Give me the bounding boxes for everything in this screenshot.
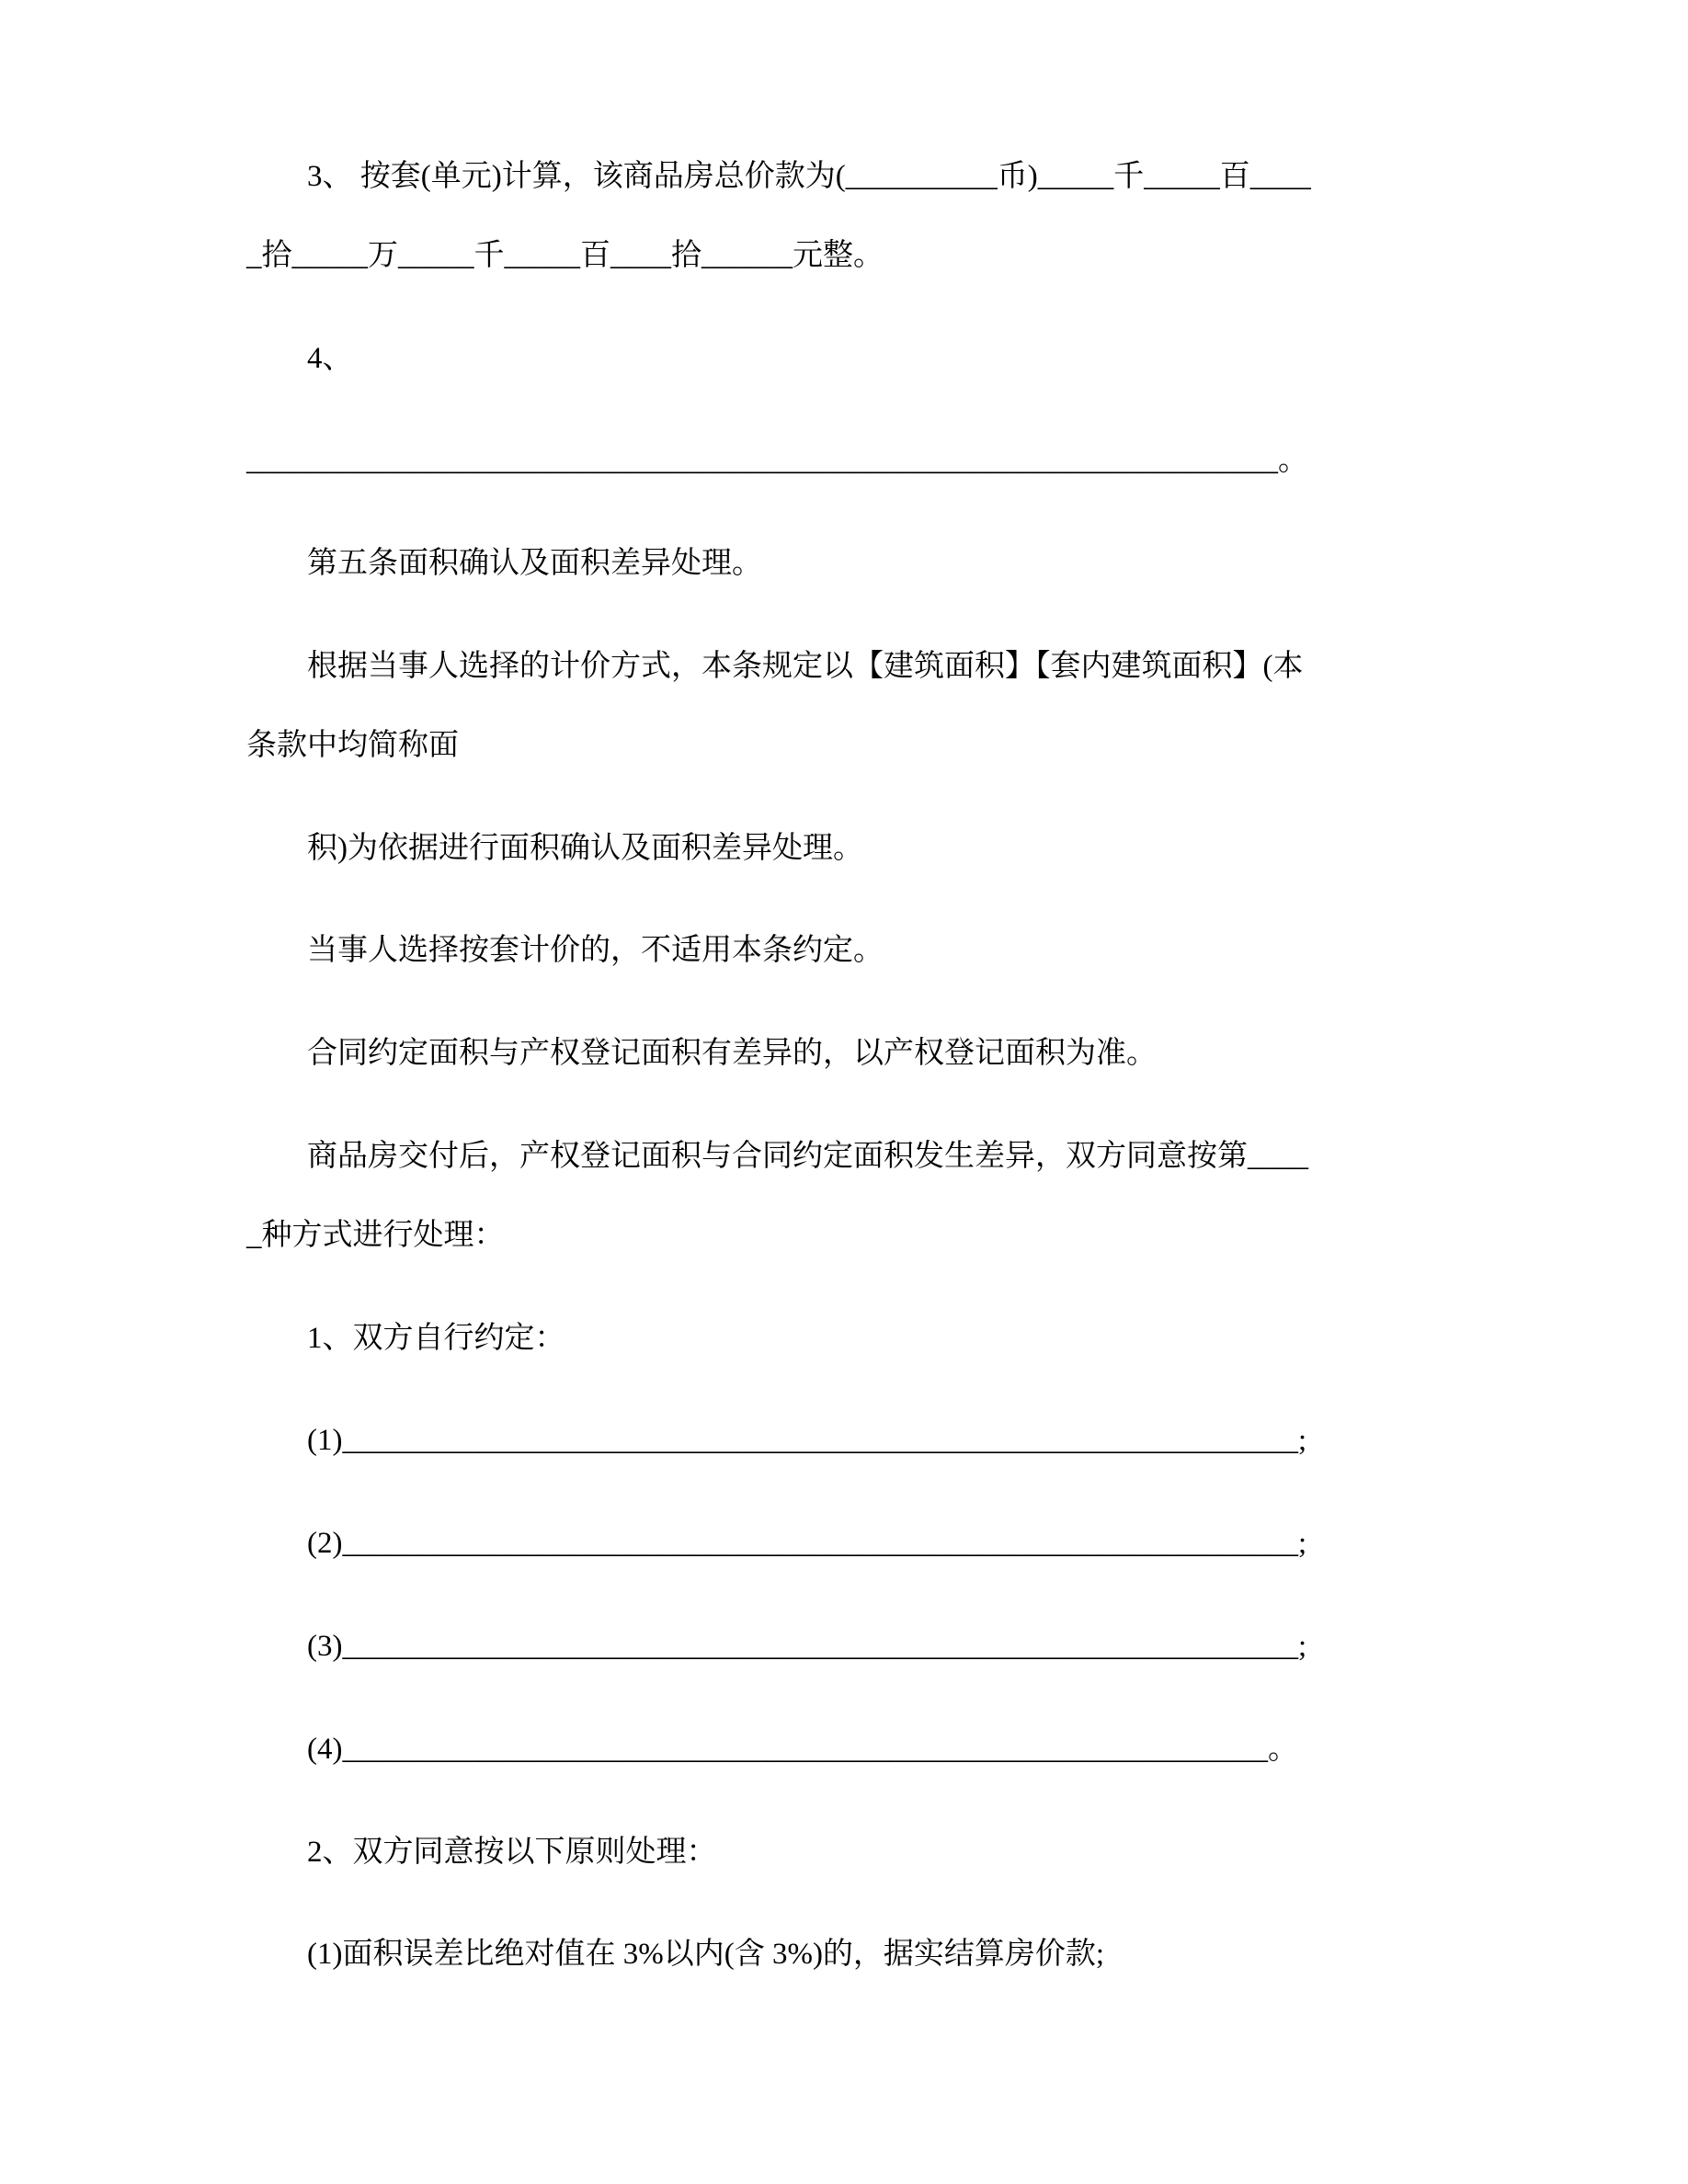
clause-4-blank-line: ____________________________________________________________________。 xyxy=(246,444,1308,478)
option-1-blank-1: (1)_______________________________________________________________; xyxy=(307,1424,1307,1458)
option-2-heading: 2、双方同意按以下原则处理： xyxy=(307,1835,717,1869)
article-5-intro-part-1: 根据当事人选择的计价方式，本条规定以【建筑面积】【套内建筑面积】(本条款中均简称面 xyxy=(246,649,1304,762)
article-5-heading: 第五条面积确认及面积差异处理。 xyxy=(307,547,762,581)
option-1-blank-2: (2)_______________________________________________________________; xyxy=(307,1527,1307,1561)
clause-4-label: 4、 xyxy=(307,341,353,375)
option-2-rule-1: (1)面积误差比绝对值在 3%以内(含 3%)的，据实结算房价款; xyxy=(307,1938,1105,1972)
option-1-blank-4: (4)_____________________________________________________________。 xyxy=(307,1732,1298,1766)
article-5-intro-part-2: 积)为依据进行面积确认及面积差异处理。 xyxy=(307,831,863,865)
article-5-registration-area-rule: 合同约定面积与产权登记面积有差异的，以产权登记面积为准。 xyxy=(307,1037,1157,1071)
option-1-heading: 1、双方自行约定： xyxy=(307,1321,565,1355)
clause-3-price-by-unit: 3、 按套(单元)计算，该商品房总价款为(__________币)_____千_____百_____拾_____万_____千_____百____拾______元整。 xyxy=(246,160,1311,272)
article-5-unit-pricing-note: 当事人选择按套计价的，不适用本条约定。 xyxy=(307,934,884,968)
article-5-difference-handling-choice: 商品房交付后，产权登记面积与合同约定面积发生差异，双方同意按第_____种方式进行处理： xyxy=(246,1139,1308,1252)
option-1-blank-3: (3)_______________________________________________________________; xyxy=(307,1629,1307,1663)
